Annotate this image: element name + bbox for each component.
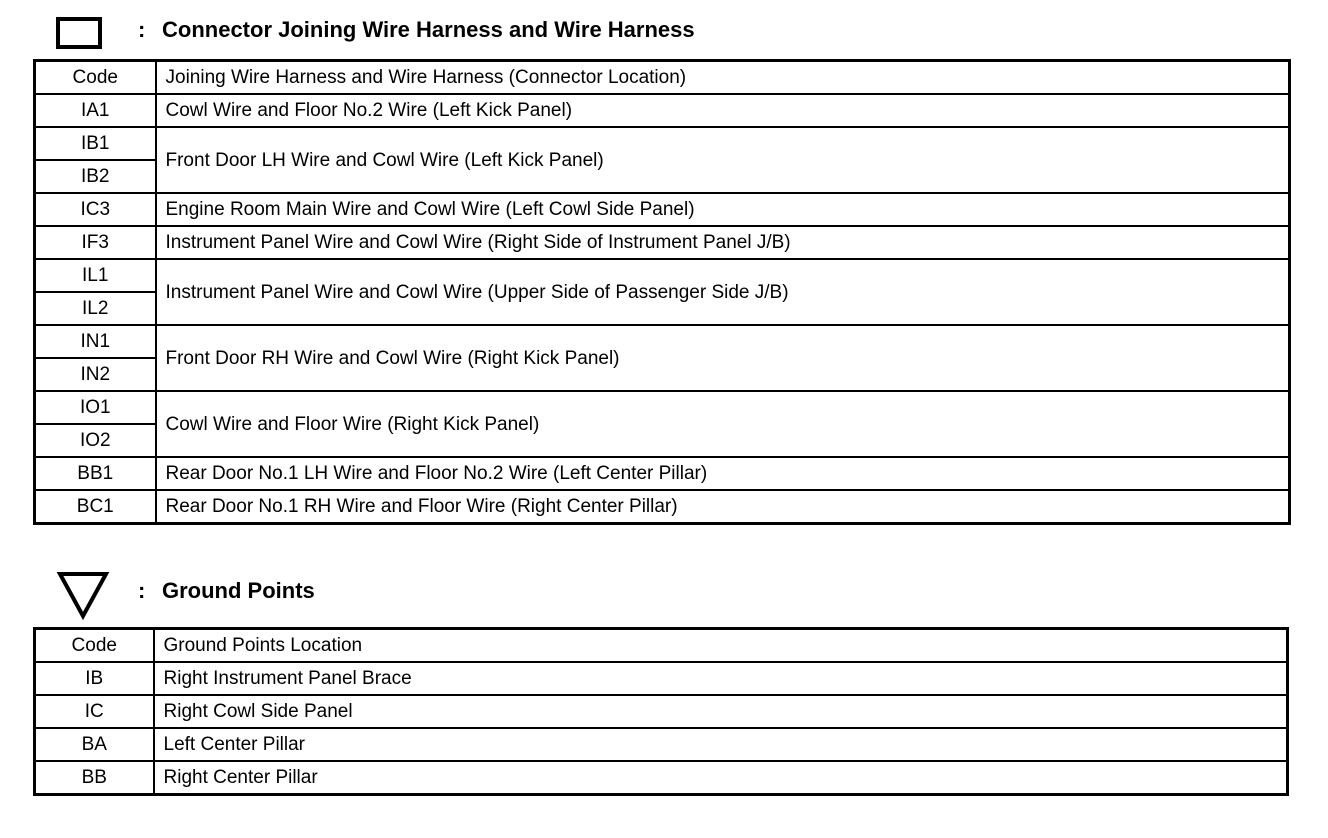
connector-location: Cowl Wire and Floor No.2 Wire (Left Kick Panel) bbox=[156, 94, 1290, 127]
connector-location: Cowl Wire and Floor Wire (Right Kick Panel) bbox=[156, 391, 1290, 457]
header-code: Code bbox=[35, 629, 154, 663]
table-row bbox=[35, 391, 1290, 424]
connector-location: Rear Door No.1 LH Wire and Floor No.2 Wire (Left Center Pillar) bbox=[156, 457, 1290, 490]
table-row bbox=[35, 490, 1290, 524]
header-desc: Ground Points Location bbox=[154, 629, 1288, 663]
connector-code: IC3 bbox=[35, 193, 156, 226]
connector-code: IF3 bbox=[35, 226, 156, 259]
table-row bbox=[35, 193, 1290, 226]
ground-points-table bbox=[33, 627, 1289, 796]
table-header-row bbox=[35, 629, 1288, 663]
down-triangle-icon bbox=[56, 570, 110, 620]
connector-code: IO1 bbox=[35, 391, 156, 424]
connector-location: Front Door RH Wire and Cowl Wire (Right Kick Panel) bbox=[156, 325, 1290, 391]
connector-code: BC1 bbox=[35, 490, 156, 524]
connector-location: Instrument Panel Wire and Cowl Wire (Upper Side of Passenger Side J/B) bbox=[156, 259, 1290, 325]
table-row bbox=[35, 259, 1290, 292]
header-code: Code bbox=[35, 61, 156, 95]
table-row bbox=[35, 662, 1288, 695]
table-row bbox=[35, 457, 1290, 490]
table-row bbox=[35, 325, 1290, 358]
ground-location: Left Center Pillar bbox=[154, 728, 1288, 761]
connector-code: IL2 bbox=[35, 292, 156, 325]
connector-code: IN2 bbox=[35, 358, 156, 391]
table-header-row bbox=[35, 61, 1290, 95]
ground-section-colon: : bbox=[138, 578, 146, 603]
connector-section-title: Connector Joining Wire Harness and Wire Harness bbox=[162, 17, 695, 42]
connector-code: BB1 bbox=[35, 457, 156, 490]
connector-code: IL1 bbox=[35, 259, 156, 292]
ground-code: IC bbox=[35, 695, 154, 728]
table-row bbox=[35, 127, 1290, 160]
connector-section-colon: : bbox=[138, 17, 146, 42]
ground-location: Right Cowl Side Panel bbox=[154, 695, 1288, 728]
connector-code: IB2 bbox=[35, 160, 156, 193]
ground-code: BB bbox=[35, 761, 154, 795]
ground-code: IB bbox=[35, 662, 154, 695]
connector-location: Front Door LH Wire and Cowl Wire (Left Kick Panel) bbox=[156, 127, 1290, 193]
ground-section-title: Ground Points bbox=[162, 578, 315, 603]
connector-code: IN1 bbox=[35, 325, 156, 358]
square-box-icon bbox=[56, 17, 102, 49]
table-row bbox=[35, 761, 1288, 795]
connector-location: Rear Door No.1 RH Wire and Floor Wire (Right Center Pillar) bbox=[156, 490, 1290, 524]
table-row bbox=[35, 226, 1290, 259]
ground-location: Right Center Pillar bbox=[154, 761, 1288, 795]
connector-location: Engine Room Main Wire and Cowl Wire (Left Cowl Side Panel) bbox=[156, 193, 1290, 226]
connector-table bbox=[33, 59, 1291, 525]
connector-code: IO2 bbox=[35, 424, 156, 457]
connector-code: IA1 bbox=[35, 94, 156, 127]
header-desc: Joining Wire Harness and Wire Harness (Connector Location) bbox=[156, 61, 1290, 95]
ground-code: BA bbox=[35, 728, 154, 761]
ground-location: Right Instrument Panel Brace bbox=[154, 662, 1288, 695]
table-row bbox=[35, 695, 1288, 728]
table-row bbox=[35, 94, 1290, 127]
table-row bbox=[35, 728, 1288, 761]
connector-code: IB1 bbox=[35, 127, 156, 160]
connector-location: Instrument Panel Wire and Cowl Wire (Right Side of Instrument Panel J/B) bbox=[156, 226, 1290, 259]
